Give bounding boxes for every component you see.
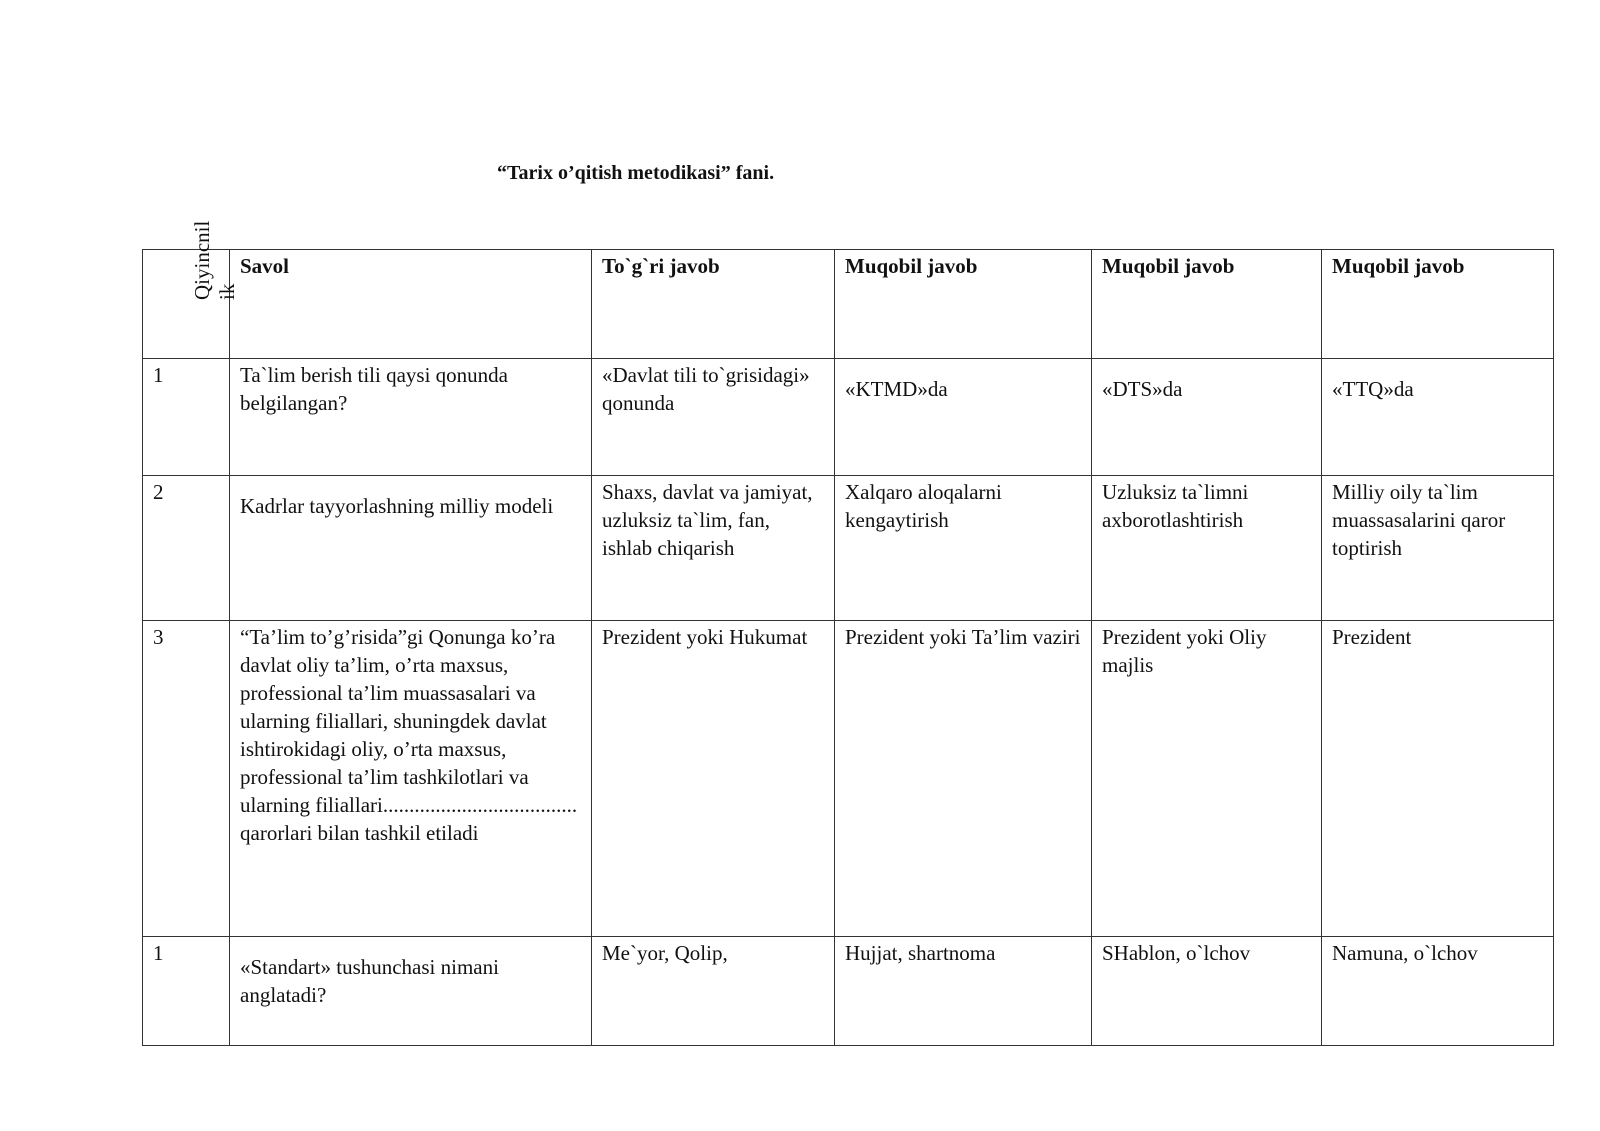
alternative-answer-cell: «DTS»da bbox=[1092, 359, 1322, 476]
alternative-answer-cell: «KTMD»da bbox=[835, 359, 1092, 476]
header-alternative-answer-2: Muqobil javob bbox=[1092, 250, 1322, 359]
difficulty-cell: 1 bbox=[143, 937, 230, 1046]
difficulty-cell: 2 bbox=[143, 476, 230, 621]
question-cell: Ta`lim berish tili qaysi qonunda belgilangan? bbox=[230, 359, 592, 476]
header-difficulty bbox=[143, 220, 239, 359]
correct-answer-cell: «Davlat tili to`grisidagi» qonunda bbox=[592, 359, 835, 476]
correct-answer-cell: Shaxs, davlat va jamiyat, uzluksiz ta`lim, fan, ishlab chiqarish bbox=[592, 476, 835, 621]
header-correct-answer: To`g`ri javob bbox=[592, 250, 835, 359]
difficulty-cell: 1 bbox=[143, 359, 230, 476]
alternative-answer-cell: Milliy oily ta`lim muassasalarini qaror toptirish bbox=[1322, 476, 1554, 621]
alternative-answer-cell: Hujjat, shartnoma bbox=[835, 937, 1092, 1046]
alternative-answer-cell: Prezident yoki Oliy majlis bbox=[1092, 621, 1322, 937]
question-cell: “Ta’lim to’g’risida”gi Qonunga ko’ra davlat oliy ta’lim, o’rta maxsus, professional ta’lim muassasalari va ularning filiallari, shuningdek davlat ishtirokidagi oliy, o’rta maxsus, professional ta’lim tashkilotlari va ularning filiallari..................................... qarorlari bilan tashkil etiladi bbox=[230, 621, 592, 937]
table-row bbox=[143, 937, 1554, 1046]
alternative-answer-cell: Prezident bbox=[1322, 621, 1554, 937]
table-row bbox=[143, 476, 1554, 621]
table-header-row bbox=[143, 250, 1554, 359]
header-question: Savol bbox=[230, 250, 592, 359]
header-alternative-answer-3: Muqobil javob bbox=[1322, 250, 1554, 359]
difficulty-cell: 3 bbox=[143, 621, 230, 937]
header-alternative-answer-1: Muqobil javob bbox=[835, 250, 1092, 359]
question-cell: Kadrlar tayyorlashning milliy modeli bbox=[230, 476, 592, 621]
table-row bbox=[143, 621, 1554, 937]
table-row bbox=[143, 359, 1554, 476]
quiz-table bbox=[142, 220, 1554, 1046]
alternative-answer-cell: «TTQ»da bbox=[1322, 359, 1554, 476]
document-title: “Tarix o’qitish metodikasi” fani. bbox=[497, 162, 775, 184]
correct-answer-cell: Me`yor, Qolip, bbox=[592, 937, 835, 1046]
alternative-answer-cell: Namuna, o`lchov bbox=[1322, 937, 1554, 1046]
header-difficulty-label: Qiyincnil ik bbox=[190, 220, 239, 300]
alternative-answer-cell: SHablon, o`lchov bbox=[1092, 937, 1322, 1046]
alternative-answer-cell: Xalqaro aloqalarni kengaytirish bbox=[835, 476, 1092, 621]
alternative-answer-cell: Prezident yoki Ta’lim vaziri bbox=[835, 621, 1092, 937]
question-cell: «Standart» tushunchasi nimani anglatadi? bbox=[230, 937, 592, 1046]
alternative-answer-cell: Uzluksiz ta`limni axborotlashtirish bbox=[1092, 476, 1322, 621]
correct-answer-cell: Prezident yoki Hukumat bbox=[592, 621, 835, 937]
